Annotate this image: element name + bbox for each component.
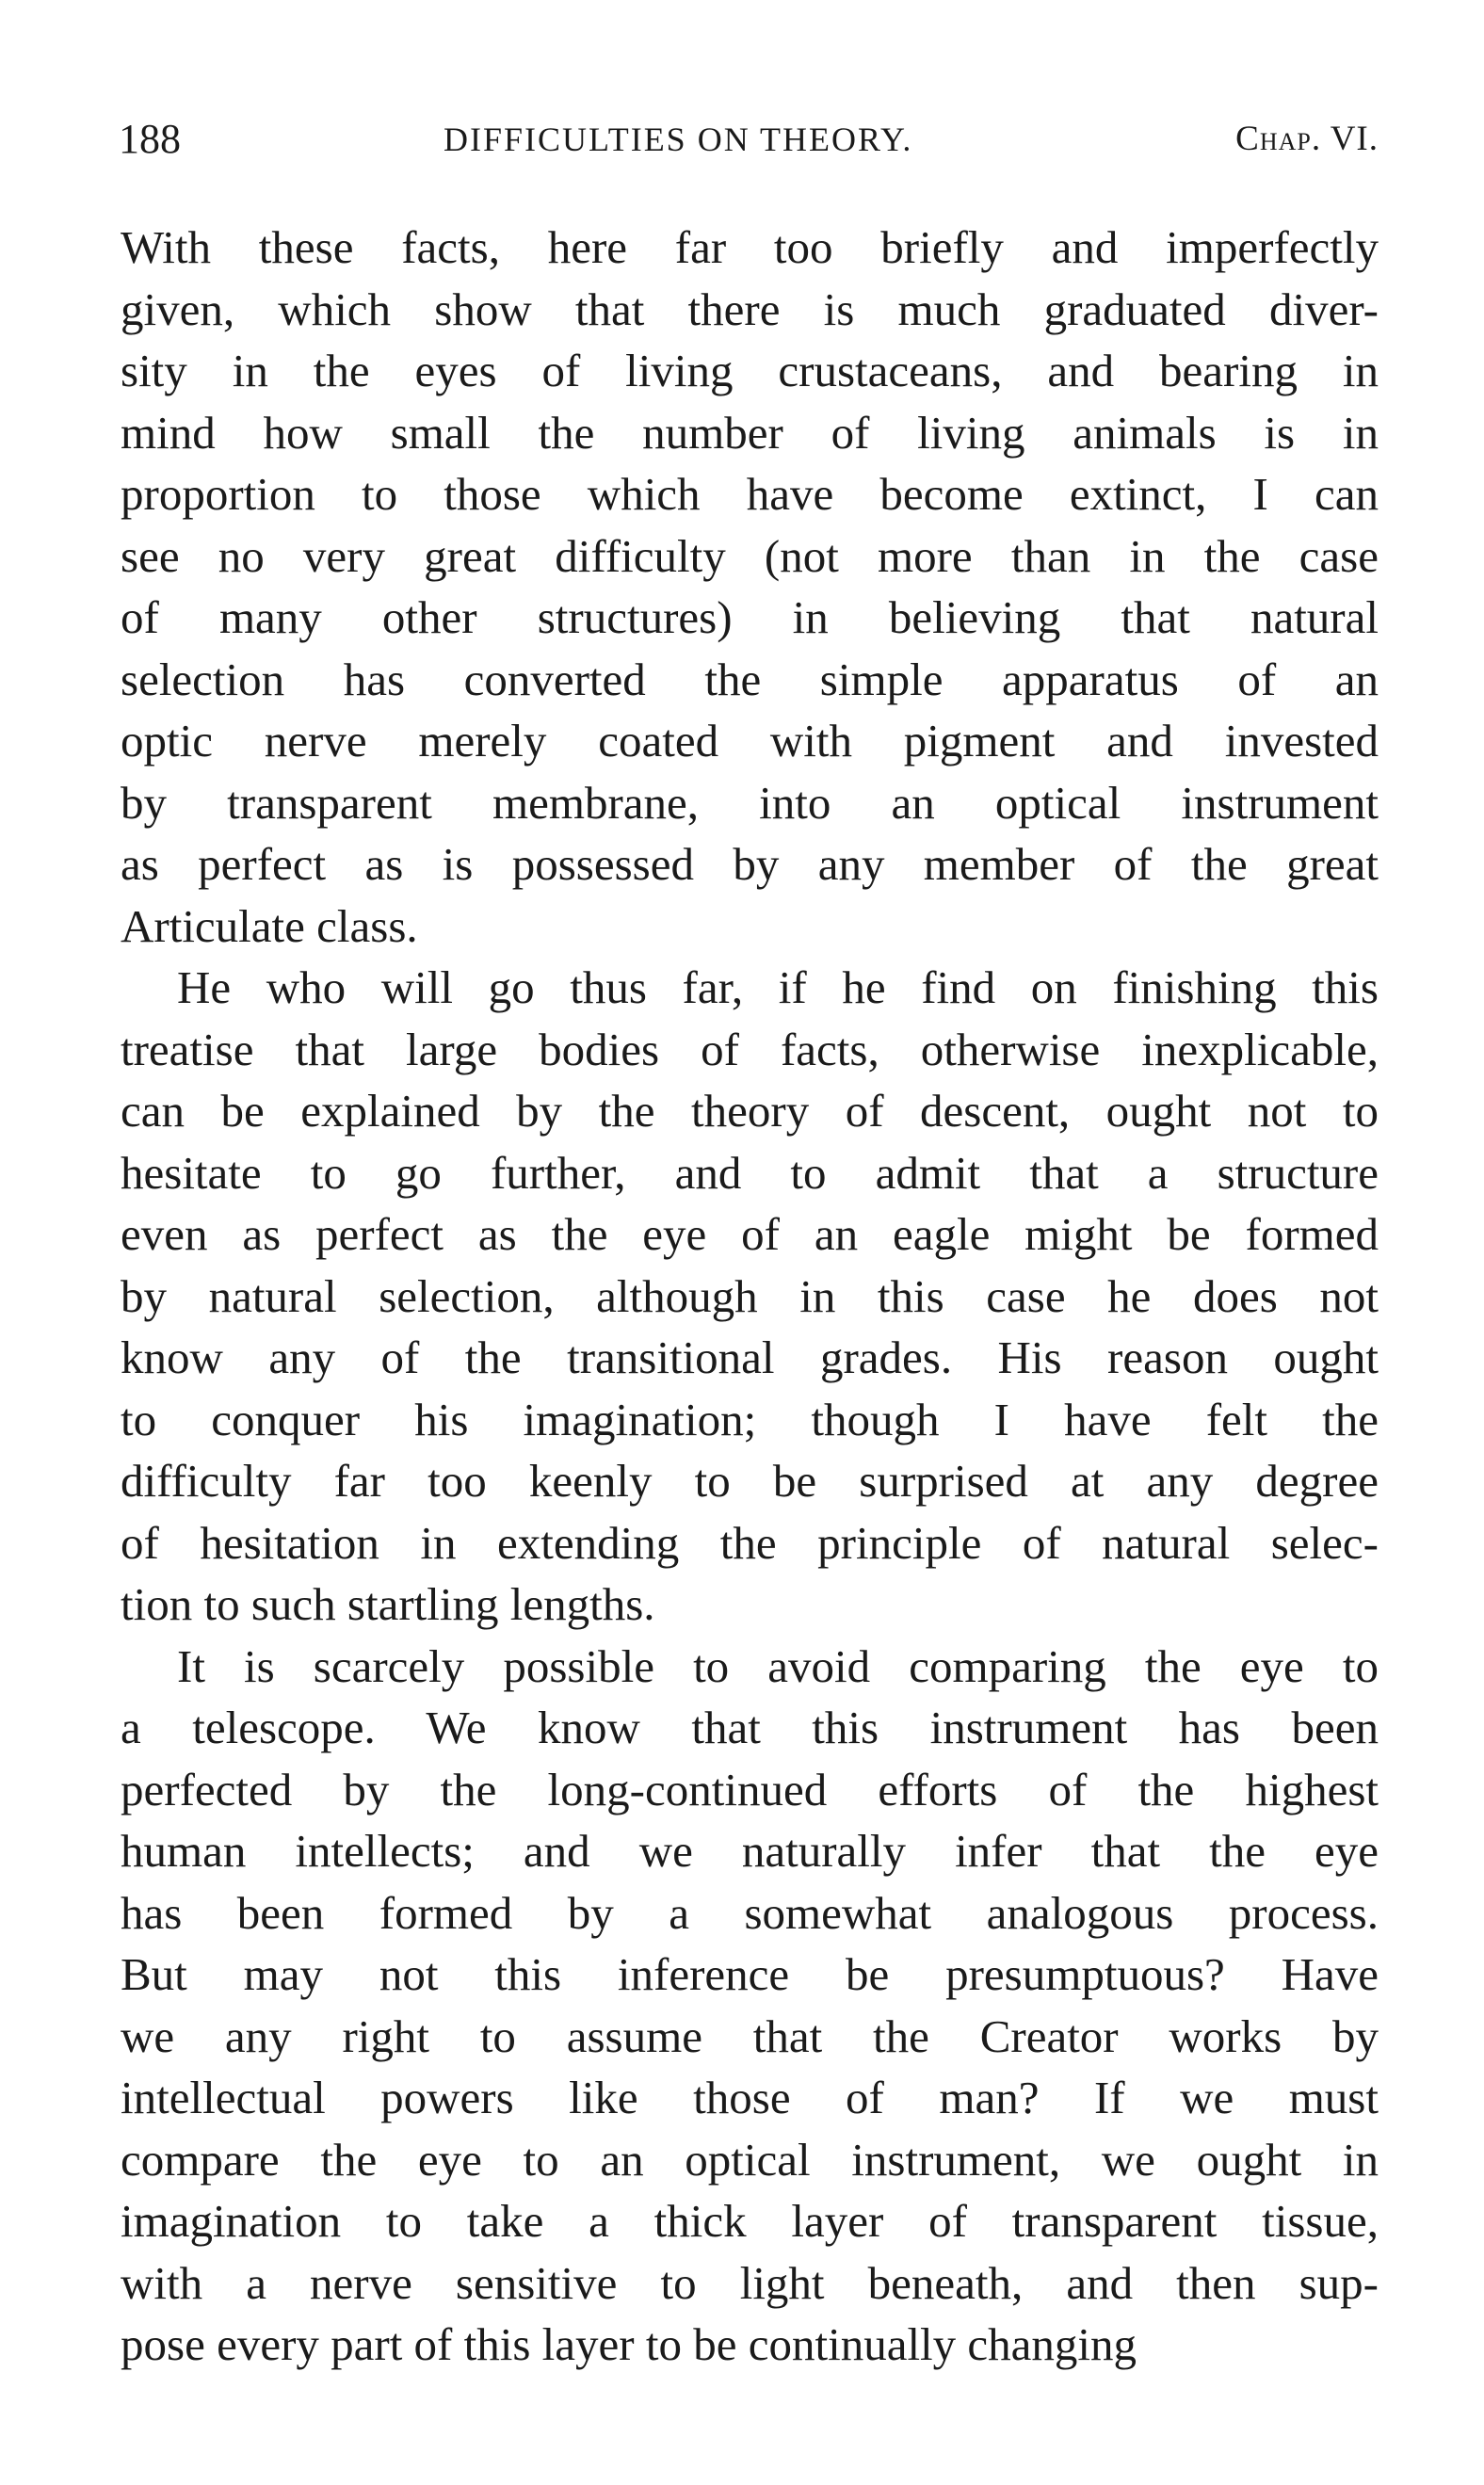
- text-line: see no very great difficulty (not more than in the case: [121, 529, 1379, 582]
- text-line: sity in the eyes of living crustaceans, and bearing in: [121, 345, 1379, 396]
- chapter-label: Chap. VI.: [1235, 120, 1379, 158]
- text-line: of hesitation in extending the principle of natural selec-: [121, 1516, 1379, 1569]
- text-line: mind how small the number of living animals is in: [121, 406, 1379, 459]
- text-line: He who will go thus far, if he find on finishing this: [177, 961, 1379, 1013]
- text-line: tion to such startling lengths.: [121, 1578, 655, 1630]
- text-line: by transparent membrane, into an optical instrument: [121, 776, 1379, 829]
- text-line: with a nerve sensitive to light beneath, and then sup-: [121, 2256, 1379, 2309]
- text-line: even as perfect as the eye of an eagle might be formed: [121, 1208, 1379, 1260]
- paragraph: [121, 1636, 1379, 2376]
- text-line: know any of the transitional grades. His reason ought: [121, 1331, 1379, 1383]
- text-line: Articulate class.: [121, 899, 418, 952]
- text-line: we any right to assume that the Creator works by: [121, 2009, 1379, 2062]
- text-line: perfected by the long-continued efforts of the highest: [121, 1763, 1379, 1815]
- text-line: intellectual powers like those of man? If we must: [121, 2072, 1379, 2123]
- text-line: to conquer his imagination; though I have felt the: [121, 1393, 1379, 1445]
- text-line: It is scarcely possible to avoid comparing the eye to: [177, 1639, 1379, 1692]
- text-line: selection has converted the simple apparatus of an: [121, 653, 1379, 705]
- paragraph: [121, 217, 1379, 957]
- text-line: But may not this inference be presumptuous? Have: [121, 1948, 1379, 2000]
- text-line: proportion to those which have become extinct, I can: [121, 468, 1379, 520]
- body-text: [121, 217, 1379, 2376]
- text-line: compare the eye to an optical instrument, we ought in: [121, 2133, 1379, 2186]
- text-line: can be explained by the theory of descent, ought not to: [121, 1085, 1379, 1137]
- running-title: DIFFICULTIES ON THEORY.: [444, 121, 913, 158]
- text-line: optic nerve merely coated with pigment and invested: [121, 715, 1379, 766]
- text-line: difficulty far too keenly to be surprised at any degree: [121, 1455, 1379, 1507]
- text-line: as perfect as is possessed by any member of the great: [121, 838, 1379, 890]
- text-line: With these facts, here far too briefly and imperfectly: [121, 221, 1379, 273]
- text-line: imagination to take a thick layer of transparent tissue,: [121, 2195, 1379, 2247]
- text-line: a telescope. We know that this instrument has been: [121, 1702, 1379, 1753]
- running-header: [119, 111, 1379, 168]
- text-line: has been formed by a somewhat analogous process.: [121, 1886, 1379, 1939]
- text-line: human intellects; and we naturally infer that the eye: [121, 1825, 1379, 1877]
- page-number: 188: [119, 116, 181, 162]
- text-line: treatise that large bodies of facts, otherwise inexplicable,: [121, 1023, 1379, 1075]
- text-line: pose every part of this layer to be continually changing: [121, 2318, 1137, 2370]
- text-line: by natural selection, although in this case he does not: [121, 1269, 1379, 1322]
- paragraph: [121, 957, 1379, 1636]
- text-line: given, which show that there is much graduated diver-: [121, 282, 1379, 335]
- text-line: hesitate to go further, and to admit that a structure: [121, 1146, 1379, 1199]
- text-line: of many other structures) in believing that natural: [121, 591, 1379, 643]
